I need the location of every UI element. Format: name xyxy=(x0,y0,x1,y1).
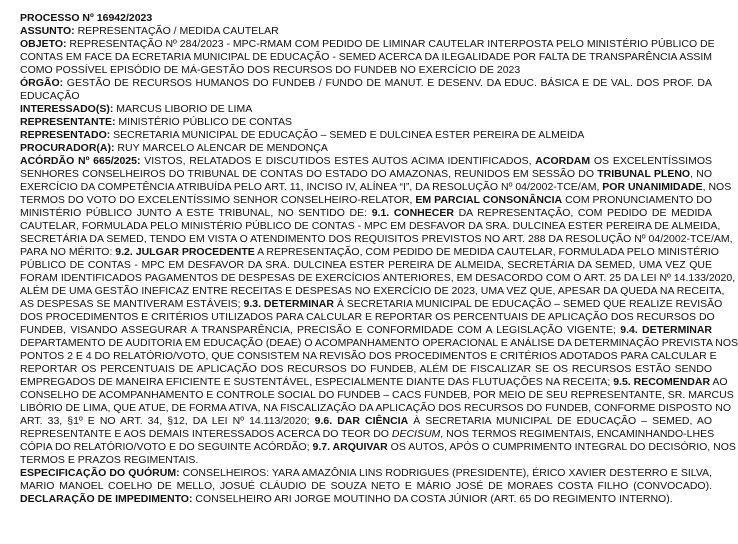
document-line xyxy=(20,467,712,480)
line-text: EDUCAÇÃO xyxy=(20,90,80,102)
document-line xyxy=(20,363,712,376)
document-line xyxy=(20,428,715,441)
bold-text: ASSUNTO: xyxy=(20,25,75,37)
bold-text: OBJETO: xyxy=(20,38,67,50)
line-text: AS DESPESAS SE MANTIVERAM ESTÁVEIS; xyxy=(20,298,244,310)
line-text: DOS PROCEDIMENTOS E CRITÉRIOS UTILIZADOS PARA CALCULAR E REPORTAR OS PERCENTUAIS DE APLICAÇÃO DOS RECURSOS DO xyxy=(20,311,715,323)
document-line xyxy=(20,246,719,259)
document-line xyxy=(20,103,712,116)
line-text: LIBÓRIO DE LIMA, QUE ATUE, DE FORMA ATIVA, NA FISCALIZAÇÃO DA APLICAÇÃO DOS RECURSOS DO FUNDEB, CONFORME DISPOSTO NO xyxy=(20,402,732,414)
bold-text: 9.6. DAR CIÊNCIA xyxy=(314,415,409,427)
line-text: SENHORES CONSELHEIROS DO TRIBUNAL DE CONTAS DO ESTADO DO AMAZONAS, REUNIDOS EM SESSÃO DO xyxy=(20,168,598,180)
line-text: TERMOS DO VOTO DO EXCELENTÍSSIMO SENHOR CONSELHEIRO-RELATOR, xyxy=(20,194,416,206)
document-line xyxy=(20,272,736,285)
bold-text: 9.3. DETERMINAR xyxy=(243,298,334,310)
document-line xyxy=(20,324,712,337)
bold-text: REPRESENTANTE: xyxy=(20,116,116,128)
line-text: MINISTÉRIO PÚBLICO DE CONTAS xyxy=(115,116,293,128)
document-line xyxy=(20,64,712,77)
bold-text: 9.2. JULGAR PROCEDENTE xyxy=(115,246,255,258)
document-line xyxy=(20,181,732,194)
document-line xyxy=(20,90,712,103)
line-text: REPRESENTANTE E AOS DEMAIS INTERESSADOS ACERCA DO TEOR DO xyxy=(20,428,392,440)
bold-text: INTERESSADO(S): xyxy=(20,103,114,115)
line-text: DA REPRESENTAÇÃO, COM PEDIDO DE MEDIDA xyxy=(453,207,712,219)
line-text: CONSELHO DE ACOMPANHAMENTO E CONTROLE SOCIAL DO FUNDEB – CACS FUNDEB, POR MEIO DE SEU REPRESENTANTE, SR. MARCUS xyxy=(20,389,734,401)
line-text: REPRESENTAÇÃO Nº 284/2023 - MPC-RMAM COM PEDIDO DE LIMINAR CAUTELAR INTERPOSTA PELO MINISTÉRIO PÚBLICO DE xyxy=(66,38,715,50)
italic-text: DECISUM xyxy=(391,428,441,440)
document-line xyxy=(20,454,712,467)
line-text: SECRETARIA MUNICIPAL DE EDUCAÇÃO – SEMED E DULCINEA ESTER PEREIRA DE ALMEIDA xyxy=(110,129,585,141)
line-text: TERMOS E PRAZOS REGIMENTAIS. xyxy=(20,454,199,466)
bold-text: ÓRGÃO: xyxy=(20,77,64,89)
bold-text: REPRESENTADO: xyxy=(20,129,111,141)
line-text: CONTAS EM FACE DA ECRETARIA MUNICIPAL DE EDUCAÇÃO - SEMED ACERCA DA ILEGALIDADE POR FALTA DE TRANSPARÊNCIA ASSIM xyxy=(20,51,712,63)
document-line xyxy=(20,194,712,207)
line-text: CONSELHEIROS: YARA AMAZÔNIA LINS RODRIGUES (PRESIDENTE), ÉRICO XAVIER DESTERRO E SILVA, xyxy=(179,467,712,479)
document-line xyxy=(20,350,717,363)
line-text: FUNDEB, VISANDO ASSEGURAR A TRANSPARÊNCIA, PRECISÃO E CONFORMIDADE COM A LEGISLAÇÃO VIGENTE; xyxy=(20,324,621,336)
bold-text: PROCESSO Nº 16942/2023 xyxy=(20,12,153,24)
line-text: FORAM IDENTIFICADOS PAGAMENTOS DE DESPESAS DE EXERCÍCIOS ANTERIORES, EM DESACORDO COM O ART. 25 DA LEI Nº 14.133/2020, xyxy=(20,272,736,284)
document-line xyxy=(20,441,736,454)
line-text: PARA NO MÉRITO: xyxy=(20,246,116,258)
bold-text: 9.1. CONHECER xyxy=(371,207,454,219)
document-line xyxy=(20,77,712,90)
document-line xyxy=(20,298,723,311)
line-text: DEPARTAMENTO DE AUDITORIA EM EDUCAÇÃO (DEAE) O ACOMPANHAMENTO OPERACIONAL E ANÁLISE DA DETERMINAÇÃO PREVISTA NOS xyxy=(20,337,738,349)
document-line xyxy=(20,259,712,272)
document-line xyxy=(20,233,733,246)
line-text: PONTOS 2 E 4 DO RELATÓRIO/VOTO, QUE CONSISTEM NA REVISÃO DOS PROCEDIMENTOS E CRITÉRIOS ADOTADOS PARA CALCULAR E xyxy=(20,350,717,362)
line-text: CÓPIA DO RELATÓRIO/VOTO E DO SEGUINTE ACÓRDÃO; xyxy=(20,441,313,453)
document-line xyxy=(20,376,728,389)
line-text: MARCUS LIBORIO DE LIMA xyxy=(113,103,253,115)
line-text: CAUTELAR, FORMULADA PELO MINISTÉRIO PÚBLICO DE CONTAS - MPC EM DESFAVOR DA SRA. DULCINEA ESTER PEREIRA DE ALMEIDA, xyxy=(20,220,721,232)
document-line xyxy=(20,415,712,428)
bold-text: ACORDAM xyxy=(535,155,591,167)
document-line xyxy=(20,38,715,51)
line-text: ALÉM DE UMA GESTÃO INEFICAZ ENTRE RECEITAS E DESPESAS NO EXERCÍCIO DE 2023, UMA VEZ QUE, APESAR DA QUEDA NA RECEITA, xyxy=(20,285,725,297)
document-line xyxy=(20,142,712,155)
line-text: SECRETÁRIA DA SEMED, TENDO EM VISTA O ATENDIMENTO DOS REQUISITOS PREVISTOS NO ART. 288 DA RESOLUÇÃO Nº 04/2002-TCE/AM, xyxy=(20,233,733,245)
document-line xyxy=(20,480,712,493)
line-text: A REPRESENTAÇÃO, COM PEDIDO DE MEDIDA CAUTELAR, FORMULADA PELO MINISTÉRIO xyxy=(254,246,719,258)
bold-text: EM PARCIAL CONSONÂNCIA xyxy=(415,194,563,206)
document-line xyxy=(20,402,732,415)
document-line xyxy=(20,116,712,129)
line-text: REPRESENTAÇÃO / MEDIDA CAUTELAR xyxy=(74,25,279,37)
line-text: , NO xyxy=(690,168,712,180)
document-line xyxy=(20,337,738,350)
bold-text: ESPECIFICAÇÃO DO QUÓRUM: xyxy=(20,467,180,479)
bold-text: PROCURADOR(A): xyxy=(20,142,115,154)
line-text: EXERCÍCIO DA COMPETÊNCIA ATRIBUÍDA PELO ART. 11, INCISO IV, ALÍNEA “I”, DA RESOLUÇÃO Nº 04/2002-TCE/AM, xyxy=(20,181,603,193)
line-text: EMPREGADOS DE MANEIRA EFICIENTE E SUSTENTÁVEL, ESPECIALMENTE DIANTE DAS FLUTUAÇÕES NA RECEITA; xyxy=(20,376,614,388)
bold-text: POR UNANIMIDADE xyxy=(602,181,703,193)
bold-text: ACÓRDÃO Nº 665/2025: xyxy=(20,155,141,167)
bold-text: DECLARAÇÃO DE IMPEDIMENTO: xyxy=(20,493,193,505)
line-text: MINISTÉRIO PÚBLICO JUNTO A ESTE TRIBUNAL, NO SENTIDO DE: xyxy=(20,207,372,219)
bold-text: 9.7. ARQUIVAR xyxy=(312,441,388,453)
document-line xyxy=(20,168,712,181)
line-text: GESTÃO DE RECURSOS HUMANOS DO FUNDEB / FUNDO DE MANUT. E DESENV. DA EDUC. BÁSICA E DE VAL. DOS PROF. DA xyxy=(63,77,712,89)
line-text: À SECRETARIA MUNICIPAL DE EDUCAÇÃO – SEMED, AO xyxy=(408,415,713,427)
document-line xyxy=(20,25,712,38)
document-line xyxy=(20,207,712,220)
line-text: PÚBLICO DE CONTAS - MPC EM DESFAVOR DA SRA. DULCINEA ESTER PEREIRA DE ALMEIDA, SECRETÁRIA DA SEMED, UMA VEZ QUE xyxy=(20,259,712,271)
bold-text: TRIBUNAL PLENO xyxy=(597,168,691,180)
document-line xyxy=(20,493,712,506)
document-line xyxy=(20,12,712,25)
line-text: ART. 33, §1º E NO ART. 34, §12, DA LEI Nº 14.113/2020; xyxy=(20,415,315,427)
document-line xyxy=(20,155,712,168)
line-text: RUY MARCELO ALENCAR DE MENDONÇA xyxy=(114,142,328,154)
line-text: COMO POSSÍVEL EPISÓDIO DE MÁ-GESTÃO DOS RECURSOS DO FUNDEB NO EXERCÍCIO DE 2023 xyxy=(20,64,521,76)
document-line xyxy=(20,129,712,142)
line-text: CONSELHEIRO ARI JORGE MOUTINHO DA COSTA JÚNIOR (ART. 65 DO REGIMENTO INTERNO). xyxy=(192,493,673,505)
bold-text: 9.5. RECOMENDAR xyxy=(613,376,711,388)
document-line xyxy=(20,51,712,64)
line-text: VISTOS, RELATADOS E DISCUTIDOS ESTES AUTOS ACIMA IDENTIFICADOS, xyxy=(140,155,536,167)
document-line xyxy=(20,389,734,402)
line-text: REPORTAR OS PERCENTUAIS DE APLICAÇÃO DOS RECURSOS DO FUNDEB, ALÉM DE FISCALIZAR SE OS RECURSOS ESTÃO SENDO xyxy=(20,363,712,375)
line-text: , NOS TERMOS REGIMENTAIS, ENCAMINHANDO-LHES xyxy=(440,428,715,440)
line-text: OS AUTOS, APÓS O CUMPRIMENTO INTEGRAL DO DECISÓRIO, NOS xyxy=(387,441,736,453)
line-text: COM PRONUNCIAMENTO DO xyxy=(562,194,713,206)
line-text: À SECRETARIA MUNICIPAL DE EDUCAÇÃO – SEMED QUE REALIZE REVISÃO xyxy=(333,298,723,310)
document-line xyxy=(20,311,715,324)
line-text: AO xyxy=(710,376,728,388)
document-line xyxy=(20,285,725,298)
line-text: , NOS xyxy=(702,181,732,193)
bold-text: 9.4. DETERMINAR xyxy=(620,324,712,336)
line-text: MARIO MANOEL COELHO DE MELLO, JOSUÉ CLÁUDIO DE SOUZA NETO E MÁRIO JOSÉ DE MORAES COSTA FILHO (CONVOCADO). xyxy=(20,480,712,492)
line-text: OS EXCELENTÍSSIMOS xyxy=(590,155,713,167)
document-line xyxy=(20,220,721,233)
